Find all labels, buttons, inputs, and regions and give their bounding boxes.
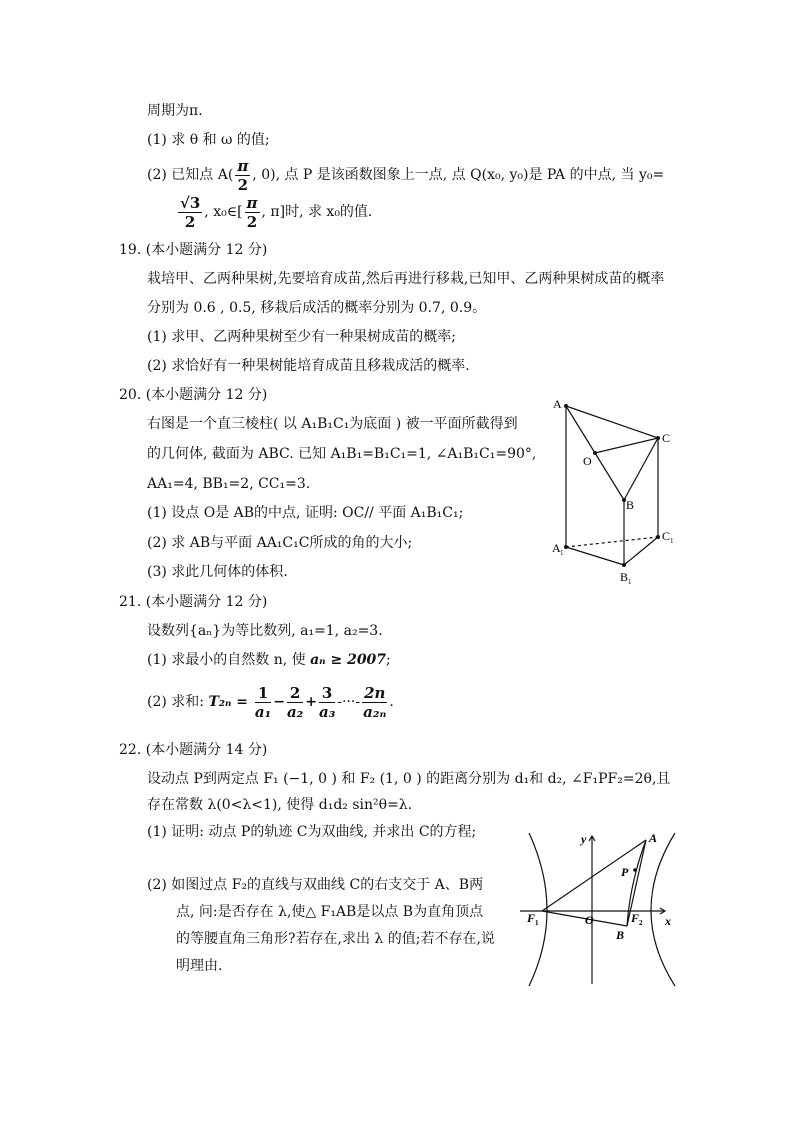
q21-part1-a: (1) 求最小的自然数 n, 使 [147, 652, 311, 668]
hyperbola-figure [515, 828, 677, 988]
label-F2: F [631, 911, 640, 925]
frac-1-a1: $\frac{1}{\text{a₁}}$ [254, 683, 272, 721]
q21-part2-a: (2) 求和: [147, 694, 209, 710]
q20-part2: (2) 求 AB与平面 AA₁C₁C所成的角的大小; [147, 535, 413, 551]
an-inequality: aₙ ≥ 2007 [310, 652, 387, 668]
q19-part1: (1) 求甲、乙两种果树至少有一种果树成苗的概率; [147, 329, 456, 345]
label-C1: C [662, 529, 671, 543]
pi-over-2-fraction-2: $\frac{\pi}{2}$ [246, 193, 258, 231]
op-plus: + [305, 694, 317, 710]
axis-y-label: y [581, 832, 587, 846]
op-dots: -···- [337, 694, 361, 710]
q20-part3: (3) 求此几何体的体积. [147, 564, 288, 580]
q22-part2-line4: 明理由. [176, 958, 223, 974]
q22-part1: (1) 证明: 动点 P的轨迹 C为双曲线, 并求出 C的方程; [147, 824, 477, 840]
q18-part2-a: (2) 已知点 A( [147, 167, 234, 183]
q18-line0: 周期为π. [147, 103, 203, 119]
pi-over-2-fraction: $\frac{\pi}{2}$ [237, 156, 249, 194]
q18-part2-line2 [176, 190, 372, 234]
q20-text1: 右图是一个直三棱柱( 以 A₁B₁C₁为底面 ) 被一平面所截得到 [147, 416, 518, 432]
q22-part2-line1: (2) 如图过点 F₂的直线与双曲线 C的右支交于 A、B两 [147, 877, 484, 893]
q20-part1: (1) 设点 O是 AB的中点, 证明: OC// 平面 A₁B₁C₁; [147, 505, 464, 521]
q21-part2 [147, 680, 394, 724]
label-O: O [585, 913, 594, 927]
label-B1: B [620, 570, 629, 584]
label-B1-sub: 1 [628, 578, 632, 586]
q22-part2-line2: 点, 问:是否存在 λ,使△ F₁AB是以点 B为直角顶点 [176, 904, 484, 920]
op-minus: − [273, 694, 285, 710]
q18-part1: (1) 求 θ 和 ω 的值; [147, 132, 270, 148]
prism-figure [540, 390, 690, 590]
q22-text2: 存在常数 λ(0<λ<1), 使得 d₁d₂ sin²θ=λ. [147, 797, 413, 813]
label-B: B [626, 498, 635, 512]
label-F1-sub: 1 [535, 919, 539, 927]
label-A1-sub: 1 [560, 549, 564, 557]
q20-text3: AA₁=4, BB₁=2, CC₁=3. [147, 476, 311, 492]
q21-part2-end: . [389, 694, 394, 710]
sqrt3-over-2-fraction: $\frac{√3}{2}$ [180, 193, 201, 231]
q20-header: 20. (本小题满分 12 分) [119, 387, 268, 403]
q19-part2: (2) 求恰好有一种果树能培育成苗且移栽成活的概率. [147, 358, 470, 374]
q19-text2: 分别为 0.6 , 0.5, 移栽后成活的概率分别为 0.7, 0.9。 [147, 300, 487, 316]
label-P: P [621, 865, 629, 879]
q20-text2: 的几何体, 截面为 ABC. 已知 A₁B₁=B₁C₁=1, ∠A₁B₁C₁=90°, [147, 446, 537, 462]
label-C: C [662, 431, 671, 445]
q18-part2-c: , x₀∈[ [204, 204, 243, 220]
label-F2-sub: 2 [639, 919, 643, 927]
label-C1-sub: 1 [670, 537, 674, 545]
sum-T2n: T₂ₙ = [208, 694, 253, 710]
label-A: A [649, 831, 658, 845]
axis-x-label: x [665, 914, 671, 928]
label-A1: A [552, 541, 561, 555]
label-B: B [616, 928, 625, 942]
q22-header: 22. (本小题满分 14 分) [119, 742, 268, 758]
q18-part2-d: , π]时, 求 x₀的值. [261, 204, 373, 220]
frac-2-a2: $\frac{2}{\text{a₂}}$ [286, 683, 304, 721]
q22-part2-line3: 的等腰直角三角形?若存在,求出 λ 的值;若不存在,说 [176, 931, 495, 947]
q21-part1-c: ; [386, 652, 391, 668]
frac-2n-a2n: $\frac{2n}{\text{a₂ₙ}}$ [363, 683, 387, 721]
q21-part1 [147, 650, 391, 670]
q19-text1: 栽培甲、乙两种果树,先要培育成苗,然后再进行移栽,已知甲、乙两种果树成苗的概率 [147, 271, 665, 287]
label-F1: F [527, 911, 536, 925]
q21-header: 21. (本小题满分 12 分) [119, 594, 268, 610]
frac-3-a3: $\frac{3}{\text{a₃}}$ [318, 683, 336, 721]
label-O: O [583, 454, 592, 468]
q18-part2-line1 [147, 155, 664, 195]
label-A: A [553, 397, 562, 411]
q19-header: 19. (本小题满分 12 分) [119, 242, 268, 258]
q22-text1: 设动点 P到两定点 F₁ (−1, 0 ) 和 F₂ (1, 0 ) 的距离分别为 d₁和 d₂, ∠F₁PF₂=2θ,且 [147, 771, 671, 787]
q18-part2-b: , 0), 点 P 是该函数图象上一点, 点 Q(x₀, y₀)是 PA 的中点, 当 y₀= [252, 167, 665, 183]
q21-text1: 设数列{aₙ}为等比数列, a₁=1, a₂=3. [147, 623, 383, 639]
